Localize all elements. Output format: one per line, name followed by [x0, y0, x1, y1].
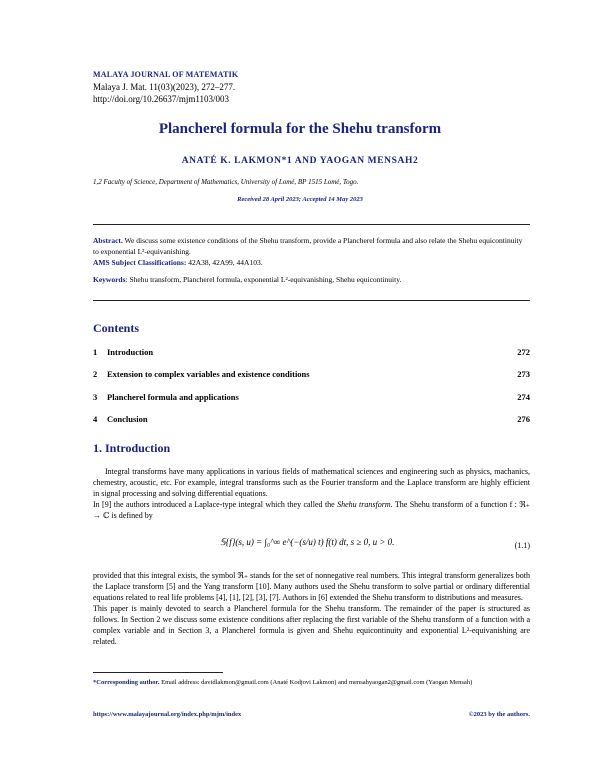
divider-top — [93, 224, 530, 225]
intro-body — [93, 466, 530, 521]
journal-url[interactable]: https://www.malayajournal.org/index.php/mjm/index — [93, 711, 242, 718]
doi-link[interactable]: http://doi.org/10.26637/mjm1103/003 — [93, 94, 230, 104]
ams-classification — [93, 257, 530, 268]
keywords-text: : Shehu transform, Plancherel formula, exponential L²-equivanishing, Shehu equicontinuity. — [125, 275, 402, 284]
abstract-text: We discuss some existence conditions of the Shehu transform, provide a Plancherel formula and also relate the Shehu equicontinuity to exponential L²-equivanishing. — [93, 236, 523, 256]
citation: Malaya J. Mat. 11(03)(2023), 272–277. — [93, 82, 236, 92]
equation-1-1 — [93, 537, 530, 559]
toc-page: 273 — [517, 369, 530, 380]
footnote-label: *Corresponding author. — [93, 679, 160, 686]
toc-title: Introduction — [107, 347, 154, 357]
footnote-rule — [93, 672, 223, 673]
paragraph-text: In [9] the authors introduced a Laplace-type integral which they called the — [93, 500, 338, 509]
toc-title: Extension to complex variables and existence conditions — [107, 369, 310, 380]
table-of-contents — [93, 347, 530, 436]
page-footer — [93, 711, 530, 718]
divider-bottom — [93, 300, 530, 301]
toc-item[interactable] — [93, 414, 530, 436]
abstract-label: Abstract. — [93, 236, 123, 245]
abstract — [93, 235, 530, 257]
toc-number: 2 — [93, 369, 98, 380]
abstract-block — [93, 235, 530, 285]
intro-body-continued — [93, 570, 530, 647]
affiliation: 1,2 Faculty of Science, Department of Mathematics, University of Lomé, BP 1515 Lomé, Togo. — [93, 178, 359, 186]
keywords-label: Keywords — [93, 275, 126, 284]
contents-heading: Contents — [93, 321, 140, 335]
paragraph: provided that this integral exists, the symbol ℜ₊ stands for the set of nonnegative real numbers. This integral transform generalizes both the Laplace transform [5] and the Yang transform [10]. Many authors used the Shehu transform to solve partial or ordinary differential equations related to real life problems [4], [1], [2], [3], [7]. Authors in [6] extended the Shehu transform to distributions and measures. — [93, 571, 530, 602]
authors: ANATÉ K. LAKMON*1 AND YAOGAN MENSAH2 — [181, 156, 419, 166]
keywords — [93, 274, 530, 285]
paragraph-text: The Shehu transform of a function f : ℜ₊ → ℂ is defined by — [93, 500, 530, 520]
paper-title: Plancherel formula for the Shehu transform — [158, 121, 442, 137]
toc-title: Conclusion — [107, 413, 148, 424]
toc-page: 272 — [517, 347, 530, 357]
paragraph: This paper is mainly devoted to search a Plancherel formula for the Shehu transform. The remainder of the paper is structured as follows. In Section 2 we discuss some existence conditions after replacing the first variable of the Shehu transform of a function with a complex variable and in Section 3, a Plancherel formula is given and Shehu equicontinuity and exponential L²-equivanishing are related. — [93, 604, 530, 646]
ams-label: AMS Subject Classifications: — [93, 258, 187, 267]
equation-number: (1.1) — [514, 541, 530, 550]
paragraph — [93, 499, 530, 521]
emphasis-text: Shehu transform. — [337, 500, 393, 509]
intro-heading: 1. Introduction — [93, 441, 171, 455]
copyright: ©2023 by the authors. — [468, 711, 530, 718]
paragraph: Integral transforms have many applications in various fields of mathematical sciences and engineering such as physics, machanics, chemestry, acoustic, etc. For example, integral transforms such as the Fourier transform and the Laplace transform are highly efficient in signal processing and solving differential equations. — [93, 467, 530, 498]
journal-header — [93, 69, 238, 105]
toc-page: 276 — [517, 413, 530, 424]
toc-title: Plancherel formula and applications — [107, 391, 239, 402]
toc-item[interactable] — [93, 347, 530, 369]
toc-number: 1 — [93, 347, 98, 357]
toc-number: 4 — [93, 413, 98, 424]
equation-text: 𝕊{f}(s, u) = ∫₀^∞ e^(−(s/u) t) f(t) dt, s ≥ 0, u > 0. — [220, 537, 395, 547]
toc-page: 274 — [517, 391, 530, 402]
ams-text: 42A38, 42A99, 44A103. — [188, 258, 263, 267]
toc-number: 3 — [93, 391, 98, 402]
footnote — [93, 678, 530, 687]
received-date: Received 28 April 2023; Accepted 14 May 2023 — [237, 196, 363, 203]
journal-name: MALAYA JOURNAL OF MATEMATIK — [93, 70, 239, 79]
toc-item[interactable] — [93, 392, 530, 414]
toc-item[interactable] — [93, 369, 530, 391]
footnote-text: Email address: davidlakmon@gmail.com (Anaté Kodjovi Lakmon) and mensahyaogan2@gmail.com (Yaogan Mensah) — [159, 679, 473, 686]
